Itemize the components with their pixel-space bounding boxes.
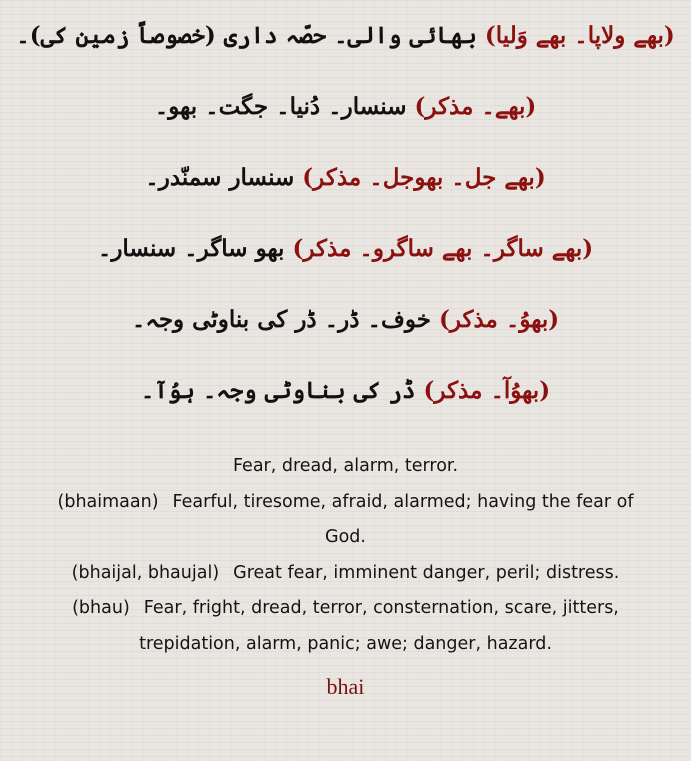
urdu-grammar-6: (بھوُآ۔ مذکر): [423, 377, 551, 404]
urdu-grammar-1: (بھے ولاپا۔ بھے وَلیا): [484, 22, 675, 49]
urdu-meaning-3: سنسار سمنّدر۔: [145, 164, 295, 191]
urdu-meaning-4: بھو ساگر۔ سنسار۔: [97, 235, 285, 262]
urdu-meaning-6: ڈر کی بناوٹی وجہ۔ ہوُآ۔: [140, 377, 416, 404]
english-def-bhaimaan-cont: God.: [325, 527, 366, 547]
english-term-bhaimaan: (bhaimaan): [57, 491, 159, 512]
urdu-grammar-5: (بھوُ۔ مذکر): [438, 306, 560, 333]
english-line-1: Fear, dread, alarm, terror.: [232, 456, 459, 476]
urdu-grammar-2: (بھے۔ مذکر): [414, 93, 537, 120]
urdu-entry-3: [0, 150, 691, 221]
footer-word-link[interactable]: bhai: [326, 674, 365, 699]
english-entry-bhaimaan: [0, 485, 691, 521]
english-entry-bhau: [0, 591, 691, 627]
english-def-bhau-cont: trepidation, alarm, panic; awe; danger, hazard.: [139, 633, 552, 654]
urdu-grammar-3: (بھے جل۔ بھوجل۔ مذکر): [302, 164, 546, 191]
urdu-entry-1: [0, 8, 691, 79]
urdu-entries: [0, 8, 691, 434]
urdu-meaning-1: بھائی والی۔ حصّہ داری (خصوصاً زمین کی)۔: [16, 22, 477, 49]
english-def-bhaimaan: Fearful, tiresome, afraid, alarmed; having the fear of: [172, 491, 634, 512]
urdu-entry-2: [0, 79, 691, 150]
urdu-entry-4: [0, 221, 691, 292]
urdu-meaning-2: سنسار۔ دُنیا۔ جگت۔ بھو۔: [154, 93, 407, 120]
english-def-bhau: Fear, fright, dread, terror, consternation, scare, jitters,: [143, 598, 619, 618]
urdu-entry-5: [0, 292, 691, 363]
english-entry-bhaijal: [0, 556, 691, 592]
english-definitions: [0, 449, 691, 662]
urdu-grammar-4: (بھے ساگر۔ بھے ساگرو۔ مذکر): [292, 235, 594, 262]
urdu-meaning-5: خوف۔ ڈر۔ ڈر کی بناوٹی وجہ۔: [131, 306, 431, 333]
urdu-entry-6: [0, 363, 691, 434]
english-term-bhau: (bhau): [72, 598, 130, 618]
english-def-bhaijal: Great fear, imminent danger, peril; distress.: [233, 562, 620, 583]
english-term-bhaijal: (bhaijal, bhaujal): [71, 562, 220, 583]
